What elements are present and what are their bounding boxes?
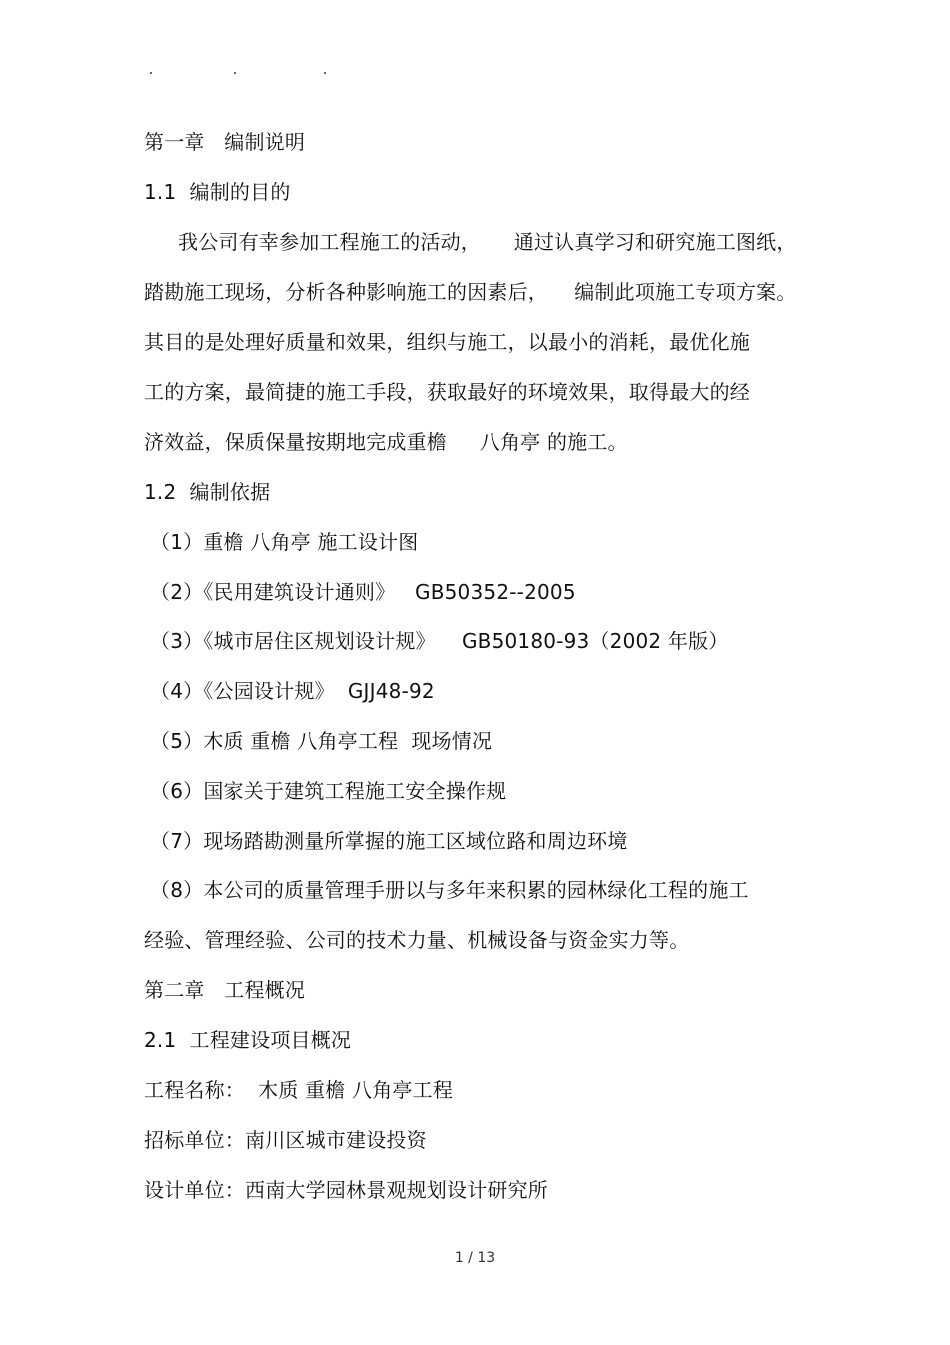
basis-item: （6）国家关于建筑工程施工安全操作规: [150, 779, 507, 803]
basis-item: （5）木质 重檐 八角亭工程 现场情况: [150, 729, 493, 753]
basis-item: （4）《公园设计规》 GJJ48-92: [150, 679, 435, 703]
basis-item: （8）本公司的质量管理手册以与多年来积累的园林绿化工程的施工: [150, 878, 749, 902]
basis-item: （2）《民用建筑设计通则》 GB50352--2005: [150, 580, 576, 604]
paragraph-line: 济效益，保质保量按期地完成重檐 八角亭 的施工。: [144, 430, 628, 454]
header-dot: [150, 72, 152, 74]
chapter-1-title: 第一章 编制说明: [144, 130, 306, 154]
header-dots: [148, 72, 348, 82]
chapter-2-title: 第二章 工程概况: [144, 978, 306, 1002]
paragraph-line: 工的方案，最简捷的施工手段，获取最好的环境效果，取得最大的经: [144, 380, 750, 404]
paragraph-line: 我公司有幸参加工程施工的活动， 通过认真学习和研究施工图纸，: [178, 230, 797, 254]
basis-item-continued: 经验、管理经验、公司的技术力量、机械设备与资金实力等。: [144, 928, 690, 952]
header-dot: [234, 72, 236, 74]
project-info-line: 设计单位：西南大学园林景观规划设计研究所: [144, 1178, 548, 1202]
project-info-line: 工程名称： 木质 重檐 八角亭工程: [144, 1078, 454, 1102]
section-1-1-title: 1.1 编制的目的: [144, 180, 291, 204]
section-1-2-title: 1.2 编制依据: [144, 480, 271, 504]
basis-item: （1）重檐 八角亭 施工设计图: [150, 530, 419, 554]
paragraph-line: 其目的是处理好质量和效果，组织与施工，以最小的消耗，最优化施: [144, 330, 750, 354]
page-number: 1 / 13: [454, 1250, 496, 1266]
paragraph-line: 踏勘施工现场，分析各种影响施工的因素后， 编制此项施工专项方案。: [144, 280, 797, 304]
project-info-line: 招标单位：南川区城市建设投资: [144, 1128, 427, 1152]
section-2-1-title: 2.1 工程建设项目概况: [144, 1028, 352, 1052]
basis-item: （7）现场踏勘测量所掌握的施工区域位路和周边环境: [150, 829, 628, 853]
header-dot: [324, 72, 326, 74]
basis-item: （3）《城市居住区规划设计规》 GB50180-93（2002 年版）: [150, 629, 729, 653]
